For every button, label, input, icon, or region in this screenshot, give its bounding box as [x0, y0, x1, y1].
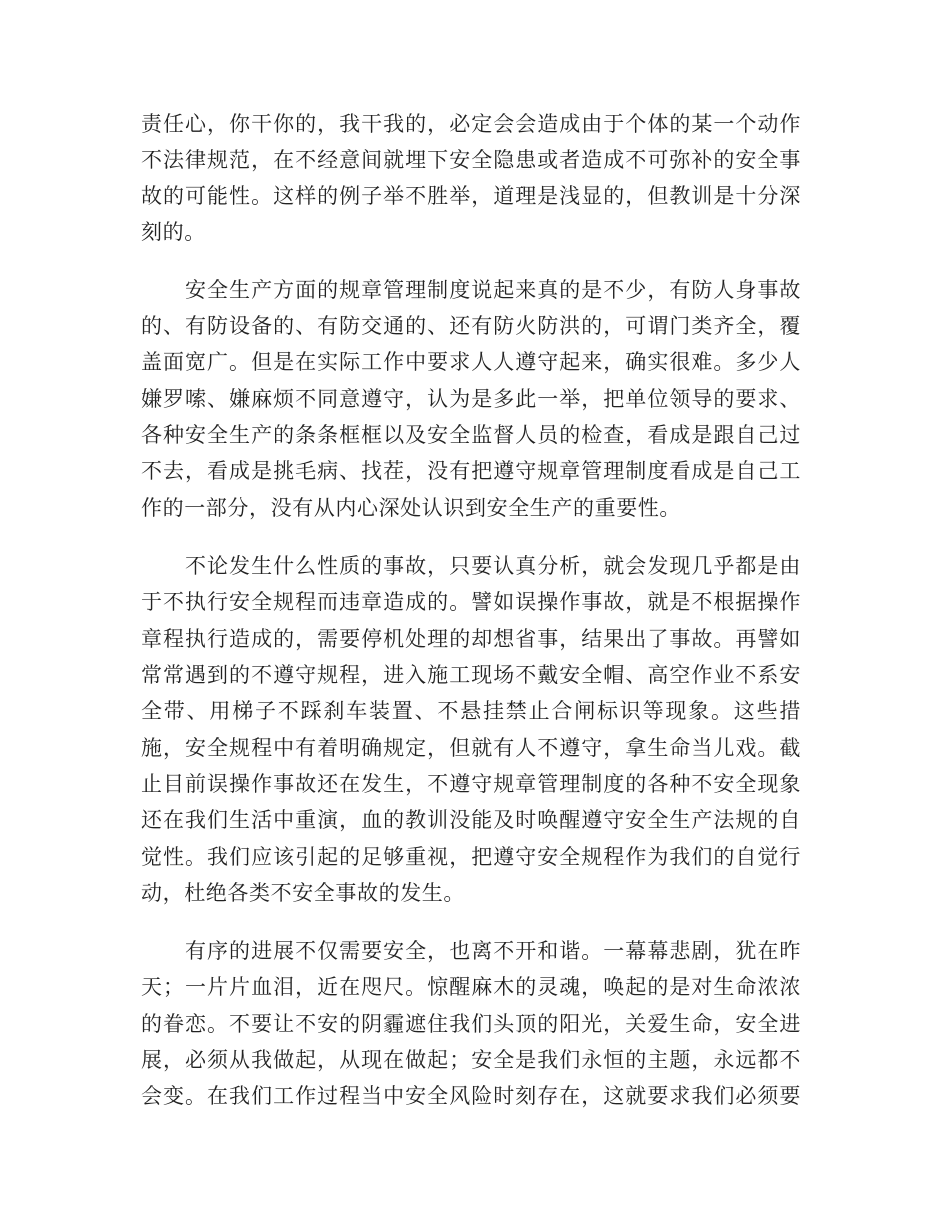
paragraph-3-line-6: 施，安全规程中有着明确规定，但就有人不遵守，拿生命当儿戏。截 [141, 736, 801, 760]
paragraph-2-line-4: 嫌罗嗦、嫌麻烦不同意遵守，认为是多此一举，把单位领导的要求、 [141, 387, 801, 411]
paragraph-2-line-3: 盖面宽广。但是在实际工作中要求人人遵守起来，确实很难。多少人 [141, 350, 801, 374]
paragraph-1-line-2: 不法律规范，在不经意间就埋下安全隐患或者造成不可弥补的安全事 [141, 148, 801, 172]
paragraph-1-line-4: 刻的。 [141, 220, 206, 244]
paragraph-4-line-3: 的眷恋。不要让不安的阴霾遮住我们头顶的阳光，关爱生命，安全进 [141, 1012, 801, 1036]
paragraph-2-line-6: 不去，看成是挑毛病、找茬，没有把遵守规章管理制度看成是自己工 [141, 459, 801, 483]
paragraph-4-line-1: 有序的进展不仅需要安全，也离不开和谐。一幕幕悲剧，犹在昨 [141, 939, 801, 963]
paragraph-2-line-7: 作的一部分，没有从内心深处认识到安全生产的重要性。 [141, 496, 681, 520]
paragraph-3-line-9: 觉性。我们应该引起的足够重视，把遵守安全规程作为我们的自觉行 [141, 845, 801, 869]
paragraph-1-line-3: 故的可能性。这样的例子举不胜举，道理是浅显的，但教训是十分深 [141, 184, 801, 208]
paragraph-4-line-2: 天；一片片血泪，近在咫尺。惊醒麻木的灵魂，唤起的是对生命浓浓 [141, 975, 801, 999]
paragraph-2-line-1: 安全生产方面的规章管理制度说起来真的是不少，有防人身事故 [141, 278, 801, 302]
paragraph-3-line-4: 常常遇到的不遵守规程，进入施工现场不戴安全帽、高空作业不系安 [141, 663, 801, 687]
paragraph-1-line-1: 责任心，你干你的，我干我的，必定会会造成由于个体的某一个动作 [141, 112, 801, 136]
paragraph-3-line-8: 还在我们生活中重演，血的教训没能及时唤醒遵守安全生产法规的自 [141, 808, 801, 832]
paragraph-2-line-5: 各种安全生产的条条框框以及安全监督人员的检查，看成是跟自己过 [141, 423, 801, 447]
paragraph-3-line-2: 于不执行安全规程而违章造成的。譬如误操作事故，就是不根据操作 [141, 590, 801, 614]
paragraph-3-line-1: 不论发生什么性质的事故，只要认真分析，就会发现几乎都是由 [141, 554, 801, 578]
paragraph-4-line-5: 会变。在我们工作过程当中安全风险时刻存在，这就要求我们必须要 [141, 1084, 801, 1108]
paragraph-3-line-7: 止目前误操作事故还在发生，不遵守规章管理制度的各种不安全现象 [141, 772, 801, 796]
paragraph-4-line-4: 展，必须从我做起，从现在做起；安全是我们永恒的主题，永远都不 [141, 1048, 801, 1072]
paragraph-2-line-2: 的、有防设备的、有防交通的、还有防火防洪的，可谓门类齐全，覆 [141, 314, 801, 338]
paragraph-3-line-3: 章程执行造成的，需要停机处理的却想省事，结果出了事故。再譬如 [141, 627, 801, 651]
paragraph-3-line-10: 动，杜绝各类不安全事故的发生。 [141, 881, 465, 905]
paragraph-3-line-5: 全带、用梯子不踩刹车装置、不悬挂禁止合闸标识等现象。这些措 [141, 699, 801, 723]
